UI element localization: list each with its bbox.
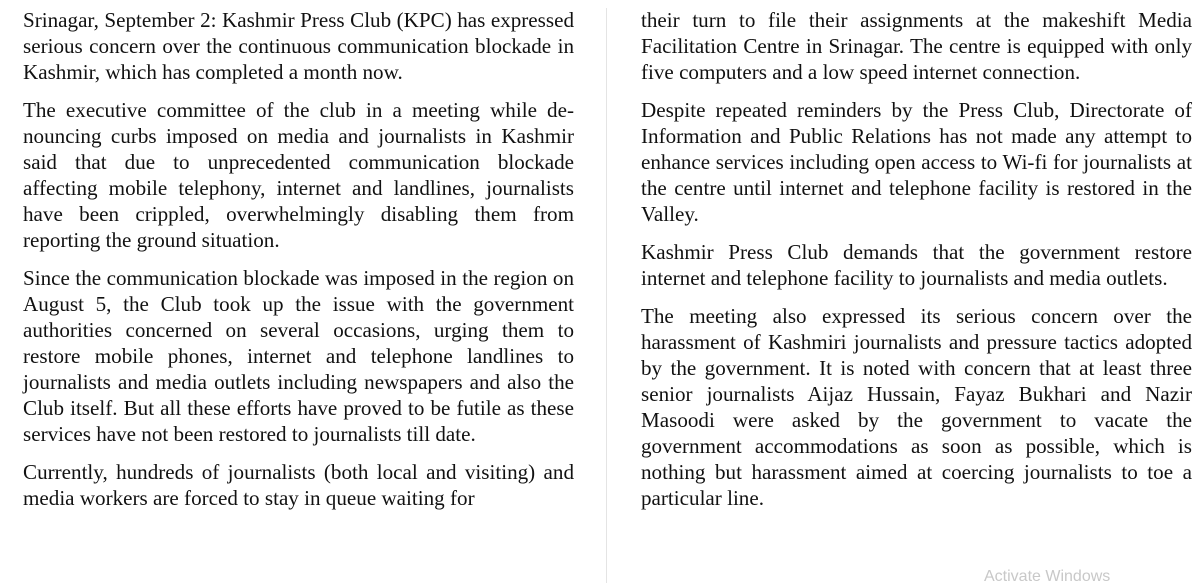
paragraph-reminders: Despite repeated reminders by the Press Club, Directorate of Information and Public Relations has not made any attempt to enhance services including open access to Wi-fi for journalists at the centre until internet and telephone facility is restored in the Valley. bbox=[641, 98, 1192, 226]
paragraph-intro: Srinagar, September 2: Kashmir Press Club (KPC) has expressed serious concern over the continuous communication blockade in Kashmir, which has completed a month now. bbox=[23, 8, 574, 84]
column-divider bbox=[606, 8, 607, 583]
paragraph-blockade-efforts: Since the communication blockade was imposed in the region on August 5, the Club took up the issue with the government authorities concerned on several occasions, urging them to restore mobile phones, internet and telephone landlines to journalists and media outlets including newspapers and also the Club itself. But all these efforts have proved to be futile as these services have not been restored to journalists till date. bbox=[23, 266, 574, 446]
paragraph-executive-committee: The executive committee of the club in a meeting while denouncing curbs imposed on media and journalists in Kashmir said that due to unprecedented communication blockade affecting mobile telephony, internet and landlines, journalists have been crippled, overwhelmingly disabling them from reporting the ground situation. bbox=[23, 98, 574, 252]
activate-windows-watermark: Activate Windows bbox=[984, 568, 1111, 585]
paragraph-media-centre: their turn to file their assignments at the makeshift Media Facilitation Centre in Srinagar. The centre is equipped with only five computers and a low speed internet connection. bbox=[641, 8, 1192, 84]
paragraph-journalists-queue: Currently, hundreds of journalists (both local and visiting) and media workers are forced to stay in queue waiting for bbox=[23, 460, 574, 510]
left-column bbox=[23, 7, 574, 523]
paragraph-demands: Kashmir Press Club demands that the government restore internet and telephone facility to journalists and media outlets. bbox=[641, 240, 1192, 290]
right-column bbox=[641, 7, 1192, 523]
paragraph-harassment: The meeting also expressed its serious concern over the harassment of Kashmiri journalists and pressure tactics adopted by the government. It is noted with concern that at least three senior journalists Aijaz Hussain, Fayaz Bukhari and Nazir Masoodi were asked by the government to vacate the government accommodations as soon as possible, which is nothing but harassment aimed at coercing journalists to toe a particular line. bbox=[641, 304, 1192, 510]
